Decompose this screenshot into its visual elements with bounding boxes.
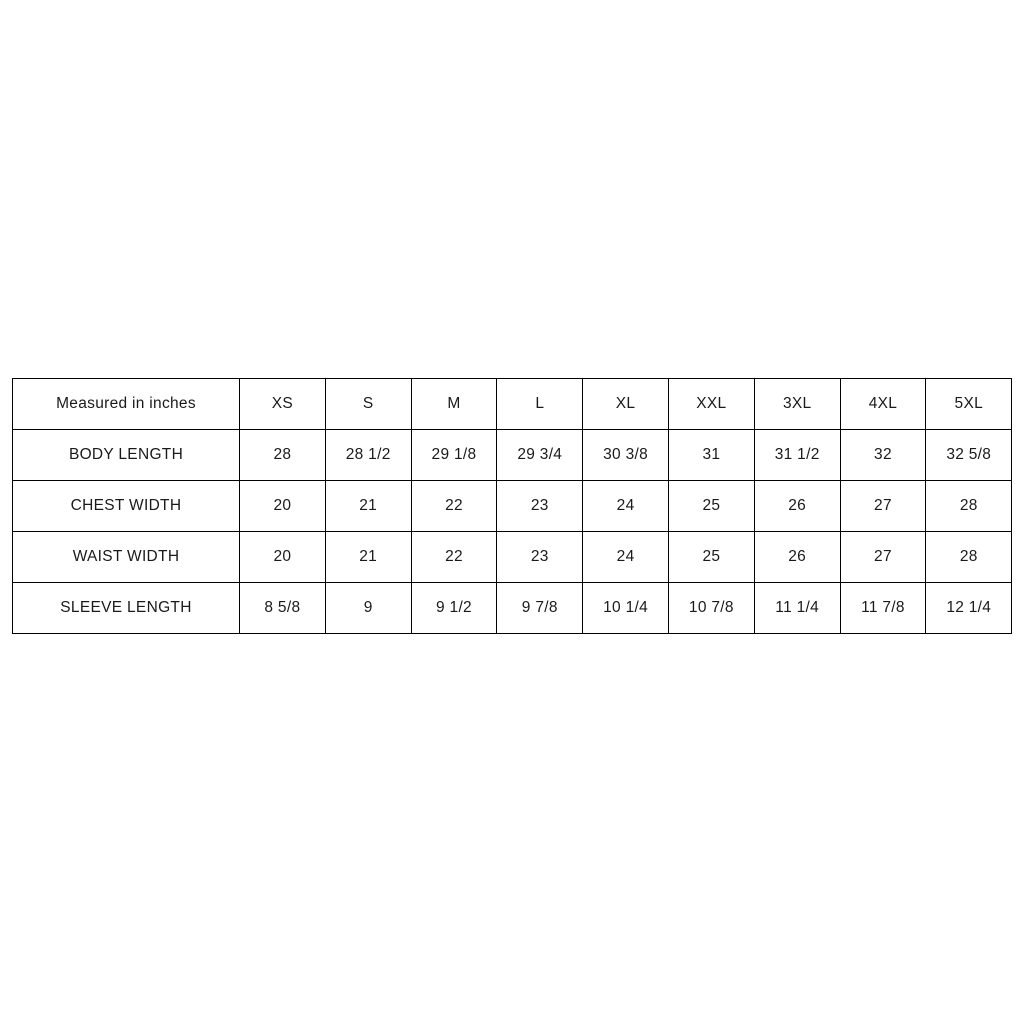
cell-sleeve-length-xxl: 10 7/8 [668,583,754,634]
cell-waist-width-l: 23 [497,532,583,583]
row-label-chest-width: CHEST WIDTH [13,481,240,532]
cell-chest-width-xl: 24 [583,481,669,532]
cell-waist-width-m: 22 [411,532,497,583]
measurement-unit-label: Measured in inches [13,379,240,430]
column-header-4xl: 4XL [840,379,926,430]
cell-body-length-xxl: 31 [668,430,754,481]
size-chart-table [12,378,1012,634]
row-label-body-length: BODY LENGTH [13,430,240,481]
cell-chest-width-l: 23 [497,481,583,532]
cell-waist-width-s: 21 [325,532,411,583]
cell-sleeve-length-3xl: 11 1/4 [754,583,840,634]
cell-waist-width-3xl: 26 [754,532,840,583]
cell-body-length-xs: 28 [240,430,326,481]
cell-chest-width-m: 22 [411,481,497,532]
cell-sleeve-length-xl: 10 1/4 [583,583,669,634]
column-header-s: S [325,379,411,430]
cell-body-length-m: 29 1/8 [411,430,497,481]
cell-waist-width-xl: 24 [583,532,669,583]
table-row [13,430,1012,481]
cell-body-length-l: 29 3/4 [497,430,583,481]
cell-sleeve-length-4xl: 11 7/8 [840,583,926,634]
cell-waist-width-5xl: 28 [926,532,1012,583]
row-label-sleeve-length: SLEEVE LENGTH [13,583,240,634]
column-header-xxl: XXL [668,379,754,430]
column-header-xl: XL [583,379,669,430]
cell-body-length-3xl: 31 1/2 [754,430,840,481]
cell-chest-width-xxl: 25 [668,481,754,532]
cell-chest-width-4xl: 27 [840,481,926,532]
cell-chest-width-xs: 20 [240,481,326,532]
cell-body-length-xl: 30 3/8 [583,430,669,481]
cell-waist-width-xxl: 25 [668,532,754,583]
size-chart-container [12,378,1012,634]
cell-sleeve-length-5xl: 12 1/4 [926,583,1012,634]
cell-body-length-s: 28 1/2 [325,430,411,481]
column-header-m: M [411,379,497,430]
cell-waist-width-xs: 20 [240,532,326,583]
cell-sleeve-length-xs: 8 5/8 [240,583,326,634]
column-header-xs: XS [240,379,326,430]
cell-chest-width-3xl: 26 [754,481,840,532]
cell-sleeve-length-l: 9 7/8 [497,583,583,634]
cell-chest-width-5xl: 28 [926,481,1012,532]
column-header-5xl: 5XL [926,379,1012,430]
cell-chest-width-s: 21 [325,481,411,532]
cell-sleeve-length-s: 9 [325,583,411,634]
table-row [13,583,1012,634]
column-header-3xl: 3XL [754,379,840,430]
cell-body-length-4xl: 32 [840,430,926,481]
table-row [13,481,1012,532]
cell-waist-width-4xl: 27 [840,532,926,583]
row-label-waist-width: WAIST WIDTH [13,532,240,583]
cell-body-length-5xl: 32 5/8 [926,430,1012,481]
column-header-l: L [497,379,583,430]
cell-sleeve-length-m: 9 1/2 [411,583,497,634]
table-header-row [13,379,1012,430]
table-row [13,532,1012,583]
